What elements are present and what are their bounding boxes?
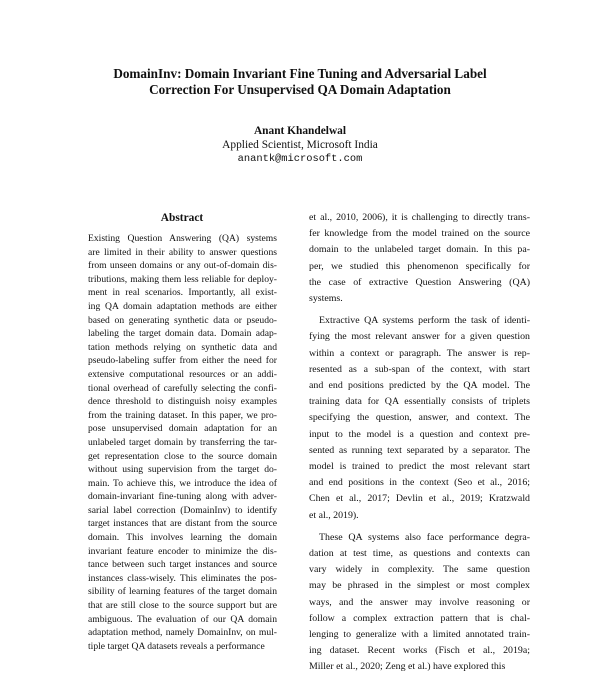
text-line: resented as a sub-span of the context, with start <box>309 363 530 375</box>
text-line: extensive computational resources or an addi- <box>88 368 277 380</box>
text-line: get representation close to the source domain <box>88 450 277 462</box>
text-line: Chen et al., 2017; Devlin et al., 2019; Kratzwald <box>309 493 530 505</box>
abstract-heading: Abstract <box>160 212 204 224</box>
text-line: and end positions predicted by the QA model. The <box>309 380 530 392</box>
text-line: ambiguous. The evaluation of our QA domain <box>88 613 277 625</box>
text-line: fer knowledge from the model trained on the source <box>309 228 530 240</box>
paper-title <box>60 66 540 98</box>
text-line: instances class-wisely. This eliminates the pos- <box>88 572 277 584</box>
title-line-1: DomainInv: Domain Invariant Fine Tuning and Adversarial Label <box>113 66 487 81</box>
text-line: labeling the target domain data. Domain adap- <box>88 328 277 340</box>
text-line: ing QA domain adaptation methods are either <box>88 300 277 312</box>
text-line: invariant feature encoder to minimize the dis- <box>88 545 277 557</box>
text-line: the case of extractive Question Answering (QA) <box>309 276 530 288</box>
text-line: target instances that are distant from the source <box>88 518 277 530</box>
text-line: Miller et al., 2020; Zeng et al.) have explored this <box>309 661 506 673</box>
text-line: and end positions in the context (Seo et al., 2016; <box>309 477 530 489</box>
author-affiliation: Applied Scientist, Microsoft India <box>222 139 378 151</box>
text-line: systems. <box>309 293 343 305</box>
text-line: within a context or paragraph. The answer is rep- <box>309 347 530 359</box>
text-line: et al., 2010, 2006), it is challenging to directly trans- <box>309 212 530 223</box>
text-line: domain to the unlabeled target domain. In this pa- <box>309 244 530 256</box>
text-line: ways, and the answer may involve reasoning or <box>309 596 530 608</box>
text-line: pseudo-labeling suffer from either the need for <box>88 355 277 367</box>
text-line: may be phrased in the simplest or most complex <box>309 580 530 592</box>
author-block <box>100 124 500 166</box>
intro-body <box>309 210 530 676</box>
author-name: Anant Khandelwal <box>253 125 347 137</box>
text-line: dence threshold to distinguish noisy examples <box>88 396 277 408</box>
text-line: from unseen domains or any out-of-domain dis- <box>88 260 277 272</box>
text-line: based on generating synthetic data or pseudo- <box>88 314 277 326</box>
text-line: training data for QA essentially consists of triplets <box>309 396 530 408</box>
text-line: pose unsupervised domain adaptation for an <box>88 423 277 435</box>
text-line: vary widely in complexity. The same question <box>309 564 530 576</box>
text-line: per, we studied this phenomenon specifically for <box>309 260 530 272</box>
title-line-2: Correction For Unsupervised QA Domain Adaptation <box>149 82 451 97</box>
text-line: tation methods relying on synthetic data and <box>88 341 277 353</box>
text-line: dation at test time, as questions and contexts can <box>309 548 530 560</box>
text-line: main. To achieve this, we introduce the idea of <box>88 477 277 489</box>
text-line: sarial label correction (DomainInv) to identify <box>88 504 277 516</box>
text-line: sented as running text separated by a separator. The <box>309 444 530 456</box>
text-line: sibility of learning features of the target domain <box>88 586 277 598</box>
text-line: ment in real scenarios. Importantly, all exist- <box>88 287 277 299</box>
text-line: that are still close to the source support but are <box>88 600 277 612</box>
text-line: lenging to generalize with a limited annotated train- <box>309 629 530 641</box>
text-line: model is trained to predict the most relevant start <box>309 461 530 473</box>
text-line: fying the most relevant answer for a given question <box>309 331 530 343</box>
text-line: follow a complex extraction pattern that is chal- <box>309 612 530 624</box>
text-line: tributions, making them less reliable for deploy- <box>88 273 277 285</box>
text-line: are limited in their ability to answer questions <box>88 246 277 258</box>
text-line: tiple target QA datasets reveals a performance <box>88 640 265 652</box>
author-email: anantk@microsoft.com <box>237 153 363 165</box>
text-line: unlabeled target domain by transferring the tar- <box>88 436 277 448</box>
text-line: input to the model is a question and context pre- <box>309 428 530 440</box>
text-line: domain-invariant fine-tuning along with adver- <box>88 491 277 503</box>
text-line: et al., 2019). <box>309 509 359 521</box>
text-line: specifying the question, answer, and context. The <box>309 412 530 424</box>
text-line: tance between such target instances and source <box>88 559 277 571</box>
text-line: domain. This involves learning the domain <box>88 532 277 544</box>
text-line: without using supervision from the target do- <box>88 464 277 476</box>
text-line: Extractive QA systems perform the task of identi- <box>319 315 530 327</box>
text-line: These QA systems also face performance degra- <box>319 531 530 543</box>
abstract-body <box>88 232 277 653</box>
text-line: from the training dataset. In this paper, we pro- <box>88 409 277 421</box>
text-line: Existing Question Answering (QA) systems <box>88 233 277 244</box>
text-line: ing dataset. Recent works (Fisch et al., 2019a; <box>309 645 530 657</box>
text-line: tional overhead of carefully selecting the confi- <box>88 382 277 394</box>
text-line: adaptation method, namely DomainInv, on mul- <box>88 627 277 639</box>
